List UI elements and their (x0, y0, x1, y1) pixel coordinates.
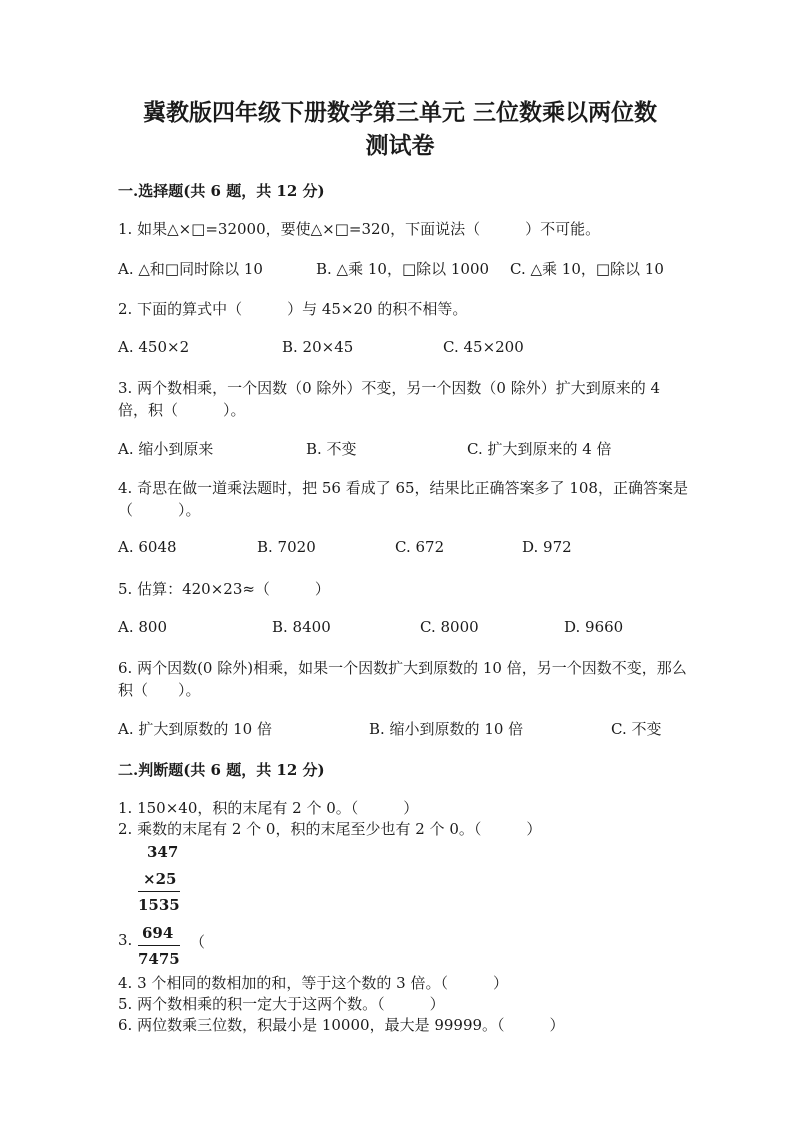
question-5: 5. 估算：420×23≈（ ） (118, 580, 330, 598)
question-6: 6. 两个因数(0 除外)相乘，如果一个因数扩大到原数的 10 倍，另一个因数不变，那么积（ ）。 (118, 659, 687, 699)
q6-option-a: A. 扩大到原数的 10 倍 (118, 720, 272, 738)
q5-option-c: C. 8000 (420, 618, 479, 636)
q4-option-d: D. 972 (522, 538, 572, 556)
q1-option-b: B. △乘 10，□除以 1000 (316, 260, 490, 278)
calc-factor1: 347 (147, 843, 179, 861)
q2-option-a: A. 450×2 (118, 338, 190, 356)
calc-result: 7475 (138, 950, 180, 968)
question-2: 2. 下面的算式中（ ）与 45×20 的积不相等。 (118, 300, 468, 318)
judgment-item-1: 1. 150×40，积的末尾有 2 个 0。（ ） (118, 799, 419, 817)
judgment-item-2: 2. 乘数的末尾有 2 个 0，积的末尾至少也有 2 个 0。（ ） (118, 820, 542, 838)
q6-option-c: C. 不变 (611, 720, 662, 738)
q5-option-b: B. 8400 (272, 618, 331, 636)
question-3: 3. 两个数相乘，一个因数（0 除外）不变，另一个因数（0 除外）扩大到原来的 4 倍，积（ ）。 (118, 379, 661, 419)
q4-option-a: A. 6048 (118, 538, 177, 556)
calc-partial2: 694 (142, 924, 174, 942)
calc-factor2: ×25 (143, 870, 177, 888)
q5-option-a: A. 800 (118, 618, 167, 636)
question-1: 1. 如果△×□=32000，要使△×□=320，下面说法（ ）不可能。 (118, 220, 601, 238)
page-title-line1: 冀教版四年级下册数学第三单元 三位数乘以两位数 (142, 99, 657, 126)
q4-option-b: B. 7020 (257, 538, 316, 556)
q1-option-a: A. △和□同时除以 10 (118, 260, 263, 278)
q3-option-a: A. 缩小到原来 (118, 440, 214, 458)
calc-rule-2 (138, 945, 180, 946)
q2-option-c: C. 45×200 (443, 338, 524, 356)
judgment-item-4: 4. 3 个相同的数相加的和，等于这个数的 3 倍。（ ） (118, 974, 508, 992)
q1-option-c: C. △乘 10，□除以 10 (510, 260, 664, 278)
section1-heading: 一.选择题(共 6 题，共 12 分) (118, 182, 325, 200)
page-title-line2: 测试卷 (365, 132, 435, 159)
q6-option-b: B. 缩小到原数的 10 倍 (369, 720, 524, 738)
judgment-item-5: 5. 两个数相乘的积一定大于这两个数。（ ） (118, 995, 445, 1013)
judgment-item-3-label: 3. (118, 931, 133, 949)
judgment-item-6: 6. 两位数乘三位数，积最小是 10000，最大是 99999。（ ） (118, 1016, 565, 1034)
calc-partial1: 1535 (138, 896, 180, 914)
q4-option-c: C. 672 (395, 538, 445, 556)
q3-option-b: B. 不变 (306, 440, 357, 458)
q5-option-d: D. 9660 (564, 618, 624, 636)
question-4: 4. 奇思在做一道乘法题时，把 56 看成了 65，结果比正确答案多了 108，正确答案是（ ）。 (118, 479, 688, 519)
calc-paren: （ (190, 933, 206, 951)
section2-heading: 二.判断题(共 6 题，共 12 分) (118, 761, 325, 779)
q2-option-b: B. 20×45 (282, 338, 354, 356)
calc-rule-1 (138, 891, 180, 892)
q3-option-c: C. 扩大到原来的 4 倍 (467, 440, 612, 458)
